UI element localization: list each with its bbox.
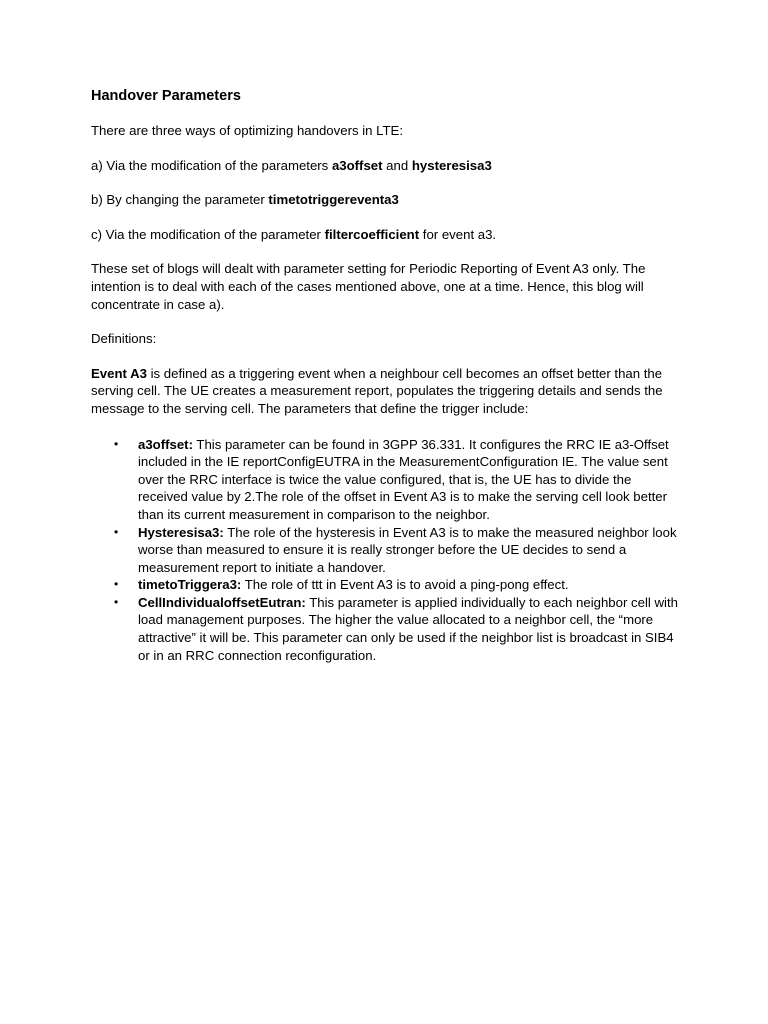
option-b-prefix: b) By changing the parameter — [91, 192, 269, 208]
option-c-suffix: for event a3. — [419, 226, 497, 242]
bullet-text: This parameter is applied individually to each neighbor cell with load management purposes. The higher the value allocated to a neighbor cell, the “more attractive” it will be. This parameter can only be used if the neighbor list is broadcast in SIB4 or in an RRC connection reconfiguration. — [138, 594, 678, 663]
option-c-prefix: c) Via the modification of the parameter — [91, 226, 325, 242]
bullet-icon: • — [114, 524, 119, 539]
bullet-term: CellIndividualoffsetEutran: — [138, 594, 306, 610]
bullet-text: The role of ttt in Event A3 is to avoid a ping-pong effect. — [241, 577, 569, 593]
list-item — [91, 524, 681, 577]
list-item — [91, 576, 681, 594]
bullet-term: Hysteresisa3: — [138, 524, 224, 540]
option-a-term1: a3offset — [331, 157, 383, 173]
bullet-text: This parameter can be found in 3GPP 36.331. It configures the RRC IE a3-Offset included in the IE reportConfigEUTRA in the MeasurementConfiguration IE. The value sent over the RRC interface is twice the value configured, that is, the UE has to divide the received value by 2.The role of the offset in Event A3 is to make the serving cell look better than its current measurement in comparison to the neighbor. — [138, 436, 669, 522]
bullet-icon: • — [114, 436, 119, 451]
bullet-icon: • — [114, 577, 119, 592]
bullet-term: timetoTriggera3: — [138, 577, 242, 593]
bullet-text: The role of the hysteresis in Event A3 is to make the measured neighbor look worse than measured to ensure it is really stronger before the UE decides to send a measurement report to initiate a handover. — [138, 524, 677, 575]
list-item — [91, 436, 681, 524]
intro-paragraph: There are three ways of optimizing handovers in LTE: — [91, 123, 404, 138]
option-b-paragraph — [91, 191, 681, 209]
option-c-term: filtercoefficient — [324, 226, 420, 242]
option-c-paragraph — [91, 226, 681, 244]
option-a-middle: and — [382, 157, 412, 173]
option-a-term2: hysteresisa3 — [411, 157, 492, 173]
option-a-prefix: a) Via the modification of the parameters — [91, 157, 332, 173]
bullet-icon: • — [114, 594, 119, 609]
option-a-paragraph — [91, 157, 681, 175]
event-a3-term: Event A3 — [91, 365, 147, 381]
option-b-term: timetotriggereventa3 — [268, 192, 399, 208]
document-title: Handover Parameters — [91, 88, 241, 104]
definitions-label: Definitions: — [91, 331, 157, 347]
document-page — [91, 86, 681, 664]
event-a3-paragraph — [91, 365, 681, 418]
event-a3-text: is defined as a triggering event when a neighbour cell becomes an offset better than the serving cell. The UE creates a measurement report, populates the triggering details and sends the message to the serving cell. The parameters that define the trigger include: — [91, 365, 663, 416]
list-item — [91, 594, 681, 664]
bullet-term: a3offset: — [138, 436, 193, 452]
parameter-list — [91, 436, 681, 665]
blog-note-paragraph: These set of blogs will dealt with parameter setting for Periodic Reporting of Event A3 only. The intention is to deal with each of the cases mentioned above, one at a time. Hence, this blog will concentrate in case a). — [91, 261, 646, 312]
